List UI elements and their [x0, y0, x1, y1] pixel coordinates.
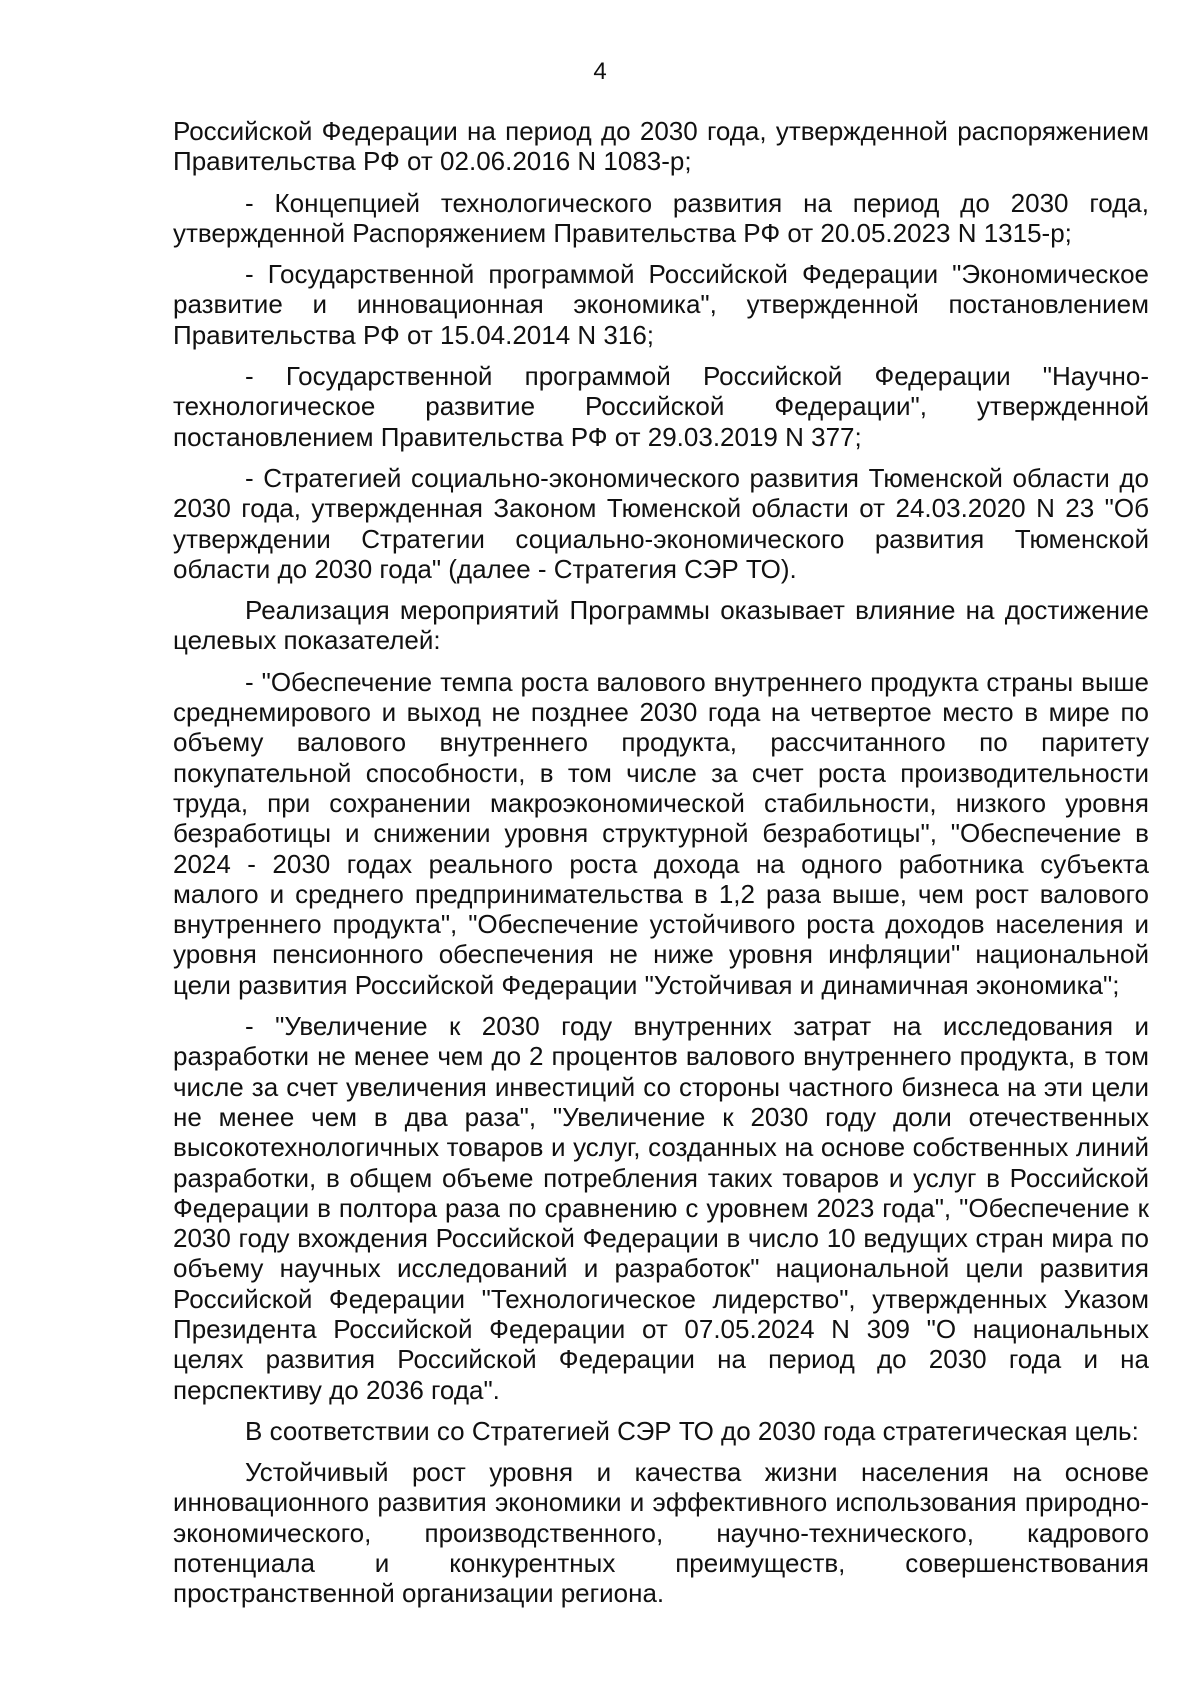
paragraph-regional-strategy: - Стратегией социально-экономического развития Тюменской области до 2030 года, утвержденная Законом Тюменской области от 24.03.2020 N 23 "Об утверждении Стратегии социально-экономического развития Тюменской области до 2030 года" (далее - Стратегия СЭР ТО). [173, 462, 1149, 584]
paragraph-economy-goals: - "Обеспечение темпа роста валового внутреннего продукта страны выше среднемирового и выход не позднее 2030 года на четвертое место в мире по объему валового внутреннего продукта, рассчитанного по паритету покупательной способности, в том числе за счет роста производительности труда, при сохранении макроэкономической стабильности, низкого уровня безработицы и снижении уровня структурной безработицы", "Обеспечение в 2024 - 2030 годах реального роста дохода на одного работника субъекта малого и среднего предпринимательства в 1,2 раза выше, чем рост валового внутреннего продукта", "Обеспечение устойчивого роста доходов населения и уровня пенсионного обеспечения не ниже уровня инфляции" национальной цели развития Российской Федерации "Устойчивая и динамичная экономика"; [173, 666, 1149, 1000]
page-number: 4 [593, 58, 607, 85]
paragraph-targets-intro: Реализация мероприятий Программы оказывает влияние на достижение целевых показателей: [173, 595, 1149, 656]
document-body [173, 116, 1149, 1620]
paragraph-technology-goals: - "Увеличение к 2030 году внутренних затрат на исследования и разработки не менее чем до 2 процентов валового внутреннего продукта, в том числе за счет увеличения инвестиций со стороны частного бизнеса на эти цели не менее чем в два раза", "Увеличение к 2030 году доли отечественных высокотехнологичных товаров и услуг, созданных на основе собственных линий разработки, в общем объеме потребления таких товаров и услуг в Российской Федерации в полтора раза по сравнению с уровнем 2023 года", "Обеспечение к 2030 году вхождения Российской Федерации в число 10 ведущих стран мира по объему научных исследований и разработок" национальной цели развития Российской Федерации "Технологическое лидерство", утвержденных Указом Президента Российской Федерации от 07.05.2024 N 309 "О национальных целях развития Российской Федерации на период до 2030 года и на перспективу до 2036 года". [173, 1011, 1149, 1405]
paragraph-technology-concept: - Концепцией технологического развития на период до 2030 года, утвержденной Распоряжением Правительства РФ от 20.05.2023 N 1315-р; [173, 187, 1149, 248]
paragraph-state-program-economic: - Государственной программой Российской Федерации "Экономическое развитие и инновационная экономика", утвержденной постановлением Правительства РФ от 15.04.2014 N 316; [173, 259, 1149, 350]
paragraph-continuation: Российской Федерации на период до 2030 года, утвержденной распоряжением Правительства РФ от 02.06.2016 N 1083-р; [173, 116, 1149, 177]
paragraph-state-program-scientific: - Государственной программой Российской Федерации "Научно-технологическое развитие Российской Федерации", утвержденной постановлением Правительства РФ от 29.03.2019 N 377; [173, 361, 1149, 452]
paragraph-strategic-goal-intro: В соответствии со Стратегией СЭР ТО до 2030 года стратегическая цель: [245, 1415, 1139, 1446]
paragraph-strategic-goal: Устойчивый рост уровня и качества жизни населения на основе инновационного развития экономики и эффективного использования природно-экономического, производственного, научно-технического, кадрового потенциала и конкурентных преимуществ, совершенствования пространственной организации региона. [173, 1457, 1149, 1609]
